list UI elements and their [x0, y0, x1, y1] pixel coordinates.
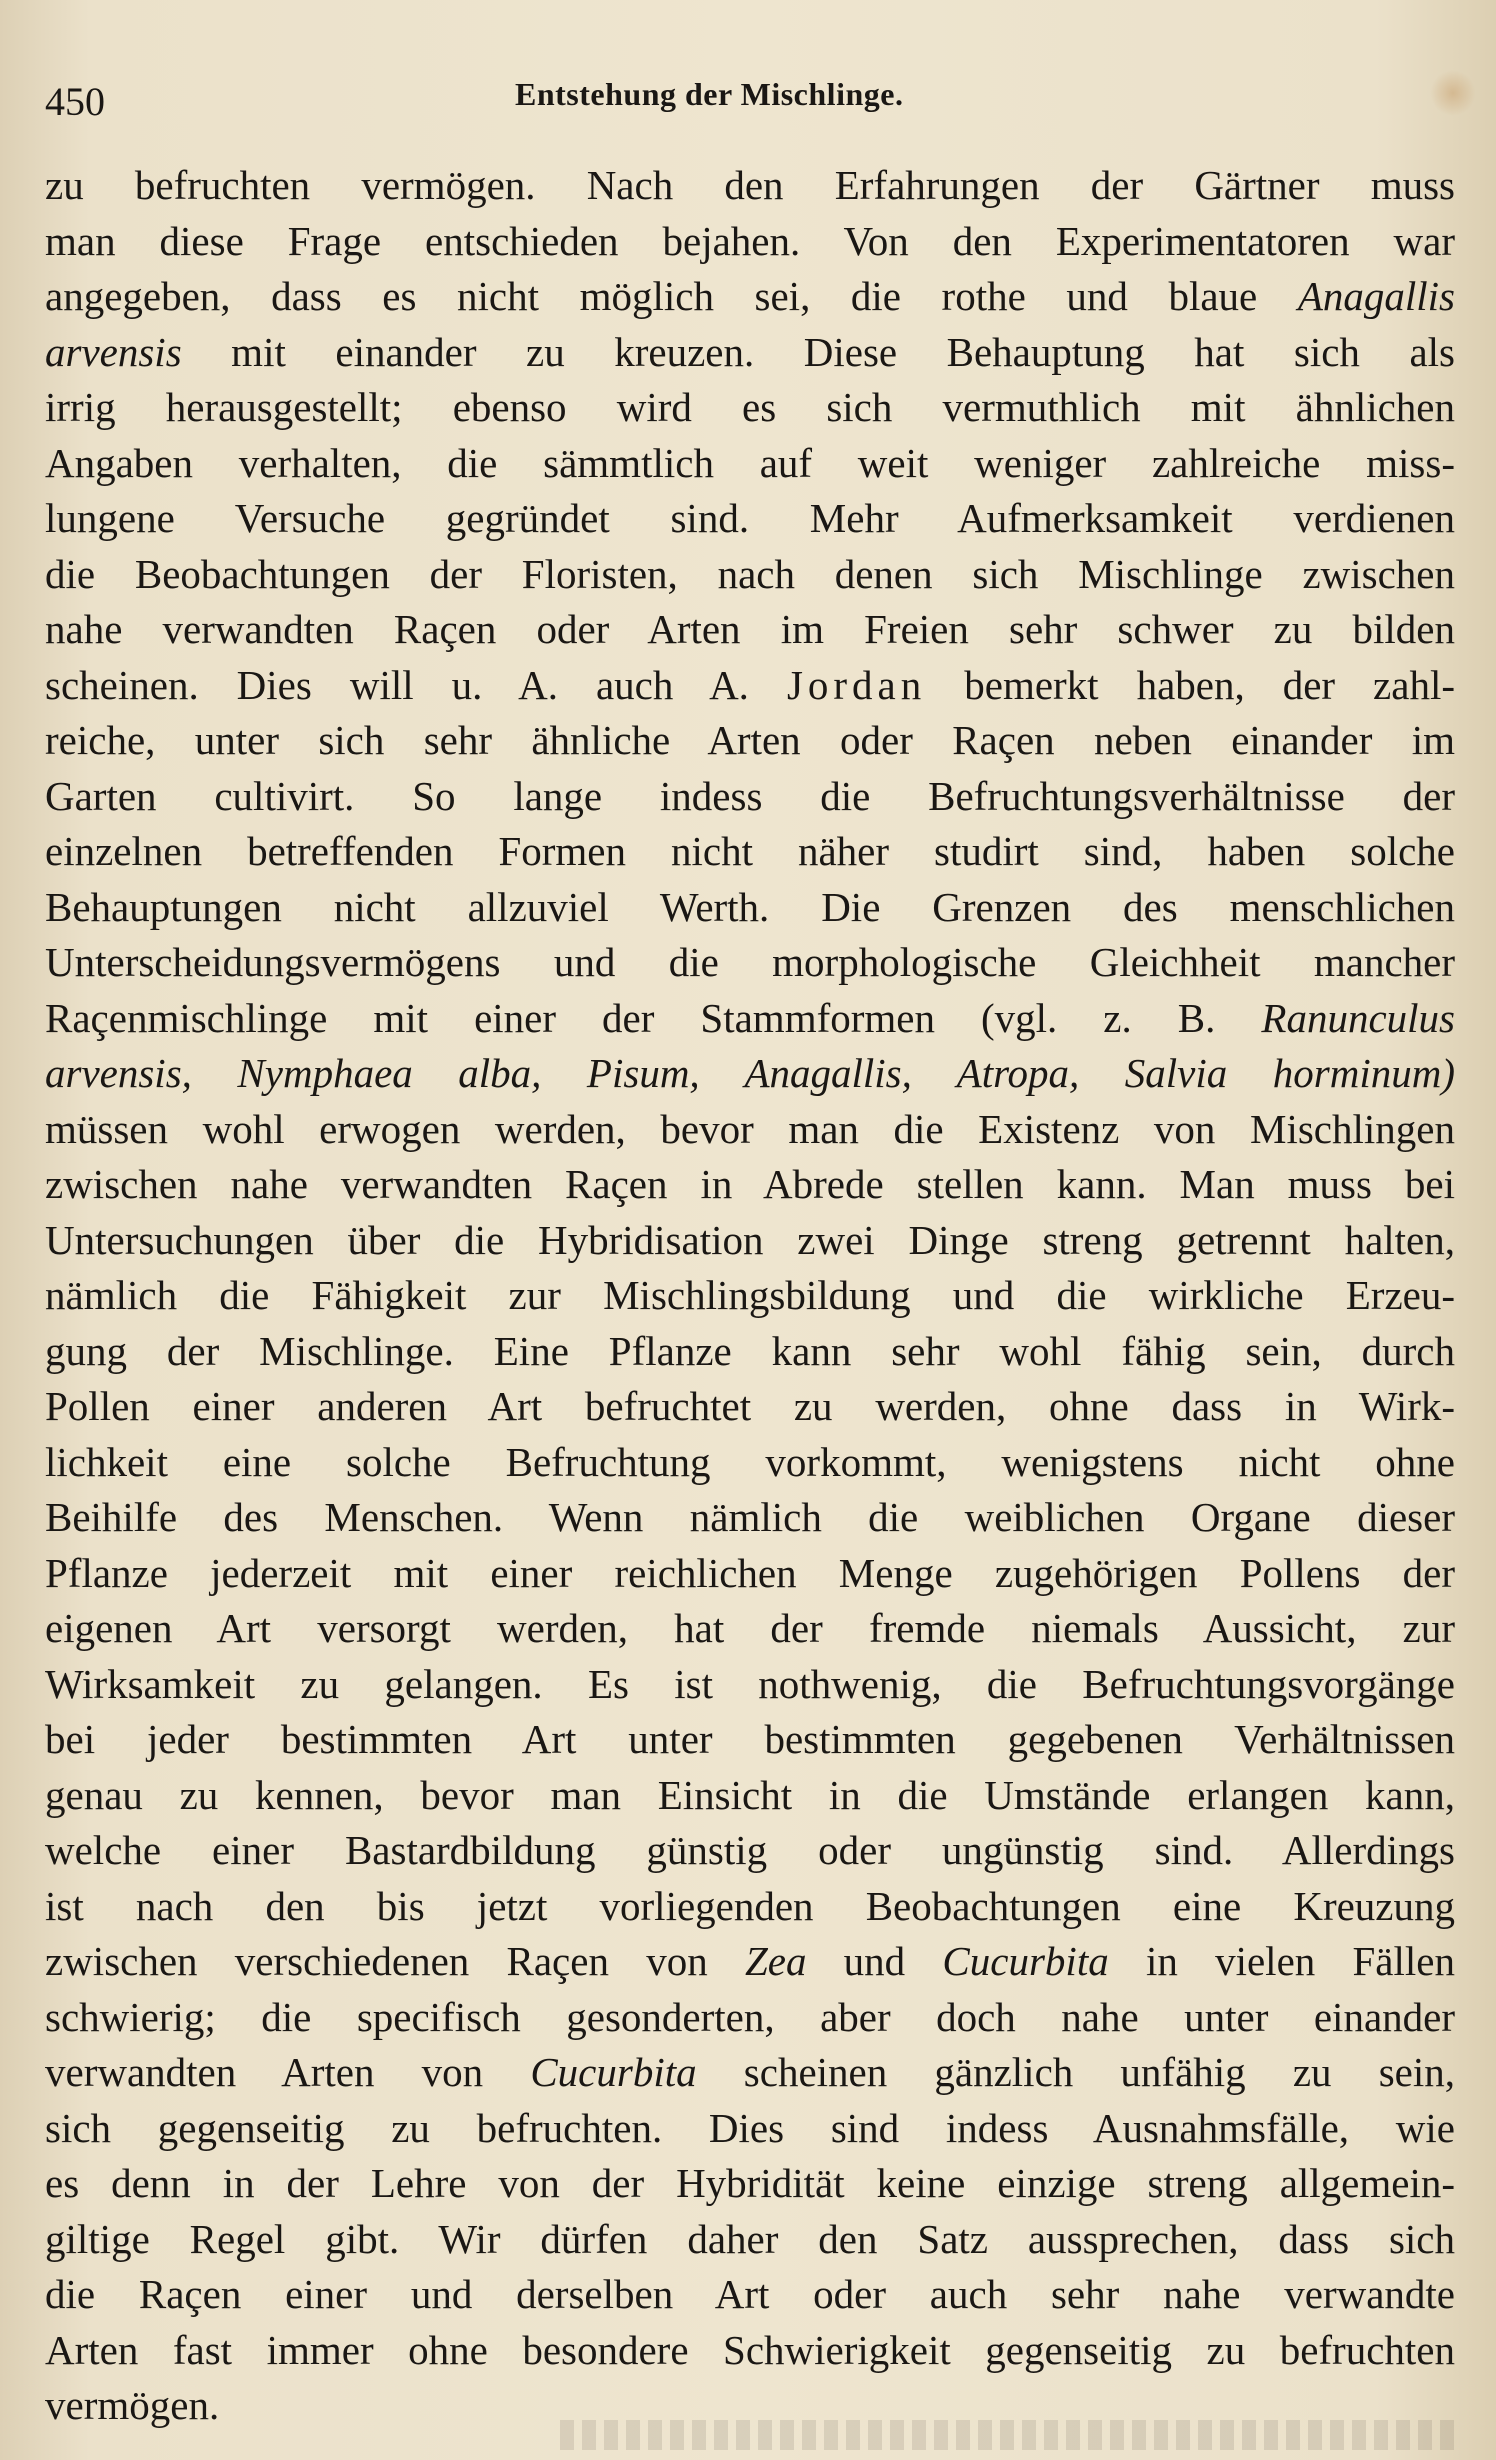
- text-line: [45, 1879, 1455, 1935]
- text-line: [45, 935, 1455, 991]
- text-segment: Garten cultivirt. So lange indess die Befruchtungsverhältnisse der: [45, 772, 1455, 819]
- page-header: [45, 72, 1455, 132]
- text-segment: es denn in der Lehre von der Hybridität keine einzige streng allgemein-: [45, 2160, 1455, 2206]
- text-line: [45, 1102, 1455, 1158]
- text-segment: Beihilfe des Menschen. Wenn nämlich die weiblichen Organe dieser: [45, 1494, 1455, 1540]
- page-number: 450: [45, 79, 105, 124]
- text-segment: zu befruchten vermögen. Nach den Erfahrungen der Gärtner muss: [45, 162, 1455, 208]
- text-segment: bemerkt haben, der zahl-: [926, 661, 1455, 708]
- text-line: [45, 1324, 1455, 1380]
- running-head: Entstehung der Mischlinge.: [515, 76, 904, 112]
- text-segment: giltige Regel gibt. Wir dürfen daher den Satz aussprechen, dass sich: [45, 2215, 1455, 2262]
- bleed-through-text: [560, 2420, 1460, 2450]
- text-line: [45, 824, 1455, 880]
- text-line: [45, 1657, 1455, 1713]
- text-line: [45, 491, 1455, 547]
- text-segment: Behauptungen nicht allzuviel Werth. Die Grenzen des menschlichen: [45, 883, 1455, 930]
- text-line: [45, 1435, 1455, 1491]
- text-line: [45, 658, 1455, 714]
- text-line: [45, 1490, 1455, 1546]
- text-line: [45, 602, 1455, 658]
- text-segment: Untersuchungen über die Hybridisation zwei Dinge streng getrennt halten,: [45, 1216, 1455, 1263]
- text-line: [45, 1712, 1455, 1768]
- text-line: [45, 436, 1455, 492]
- text-segment: gung der Mischlinge. Eine Pflanze kann sehr wohl fähig sein, durch: [45, 1327, 1455, 1374]
- text-segment: bei jeder bestimmten Art unter bestimmten gegebenen Verhältnissen: [45, 1716, 1455, 1762]
- text-segment: mit einander zu kreuzen. Diese Behauptung hat sich als: [181, 328, 1455, 375]
- text-segment: zwischen nahe verwandten Raçen in Abrede stellen kann. Man muss bei: [45, 1161, 1455, 1207]
- text-line: [45, 1768, 1455, 1824]
- text-segment: Pflanze jederzeit mit einer reichlichen Menge zugehörigen Pollens der: [45, 1549, 1455, 1596]
- text-segment: Arten fast immer ohne besondere Schwierigkeit gegenseitig zu befruchten: [45, 2326, 1455, 2373]
- text-line: [45, 158, 1455, 214]
- text-line: [45, 1268, 1455, 1324]
- text-segment: Wirksamkeit zu gelangen. Es ist nothwenig, die Befruchtungsvorgänge: [45, 1660, 1455, 1707]
- text-segment: scheinen. Dies will u. A. auch A.: [45, 661, 787, 708]
- text-line: [45, 1823, 1455, 1879]
- text-line: [45, 1601, 1455, 1657]
- text-segment: genau zu kennen, bevor man Einsicht in die Umstände erlangen kann,: [45, 1771, 1455, 1818]
- text-segment: Pollen einer anderen Art befruchtet zu werden, ohne dass in Wirk-: [45, 1383, 1455, 1429]
- text-line: [45, 713, 1455, 769]
- text-segment: Unterscheidungsvermögens und die morphologische Gleichheit mancher: [45, 939, 1455, 985]
- italic-text-segment: Cucurbita: [530, 2049, 697, 2095]
- text-segment: Raçenmischlinge mit einer der Stammformen (vgl. z. B.: [45, 994, 1262, 1041]
- text-segment: man diese Frage entschieden bejahen. Von den Experimentatoren war: [45, 217, 1455, 264]
- italic-text-segment: Zea: [744, 1938, 807, 1984]
- text-segment: nämlich die Fähigkeit zur Mischlingsbildung und die wirkliche Erzeu-: [45, 1272, 1455, 1318]
- text-segment: verwandten Arten von: [45, 2049, 531, 2095]
- text-line: [45, 2323, 1455, 2379]
- italic-text-segment: arvensis: [45, 328, 182, 375]
- text-segment: schwierig; die specifisch gesonderten, aber doch nahe unter einander: [45, 1993, 1455, 2040]
- text-line: [45, 2212, 1455, 2268]
- text-line: [45, 325, 1455, 381]
- italic-text-segment: Anagallis: [1297, 273, 1455, 319]
- text-segment: müssen wohl erwogen werden, bevor man die Existenz von Mischlingen: [45, 1105, 1455, 1152]
- text-segment: zwischen verschiedenen Raçen von: [45, 1938, 745, 1984]
- text-segment: irrig herausgestellt; ebenso wird es sich vermuthlich mit ähnlichen: [45, 384, 1455, 430]
- text-line: [45, 1213, 1455, 1269]
- text-segment: Angaben verhalten, die sämmtlich auf weit weniger zahlreiche miss-: [45, 439, 1455, 486]
- text-segment: und: [806, 1938, 943, 1984]
- text-segment: ist nach den bis jetzt vorliegenden Beobachtungen eine Kreuzung: [45, 1882, 1455, 1929]
- italic-text-segment: Ranunculus: [1261, 994, 1455, 1041]
- body-paragraph: [45, 158, 1455, 2434]
- text-segment: die Raçen einer und derselben Art oder auch sehr nahe verwandte: [45, 2271, 1455, 2317]
- text-line: [45, 2267, 1455, 2323]
- text-segment: vermögen.: [45, 2382, 220, 2428]
- text-line: [45, 991, 1455, 1047]
- text-segment: lungene Versuche gegründet sind. Mehr Aufmerksamkeit verdienen: [45, 495, 1455, 541]
- text-segment: lichkeit eine solche Befruchtung vorkommt, wenigstens nicht ohne: [45, 1438, 1455, 1485]
- text-line: [45, 880, 1455, 936]
- text-line: [45, 269, 1455, 325]
- text-line: [45, 380, 1455, 436]
- text-line: [45, 214, 1455, 270]
- text-segment: scheinen gänzlich unfähig zu sein,: [696, 2049, 1455, 2095]
- text-line: [45, 1990, 1455, 2046]
- text-line: [45, 1546, 1455, 1602]
- spaced-name-segment: Jordan: [786, 661, 927, 708]
- text-segment: in vielen Fällen: [1108, 1938, 1455, 1984]
- text-line: [45, 2156, 1455, 2212]
- text-segment: die Beobachtungen der Floristen, nach denen sich Mischlinge zwischen: [45, 550, 1455, 597]
- italic-text-segment: Cucurbita: [942, 1938, 1109, 1984]
- text-segment: angegeben, dass es nicht möglich sei, die rothe und blaue: [45, 273, 1298, 319]
- text-segment: reiche, unter sich sehr ähnliche Arten oder Raçen neben einander im: [45, 717, 1455, 763]
- text-line: [45, 1934, 1455, 1990]
- text-line: [45, 2045, 1455, 2101]
- text-segment: einzelnen betreffenden Formen nicht näher studirt sind, haben solche: [45, 828, 1455, 874]
- text-segment: nahe verwandten Raçen oder Arten im Freien sehr schwer zu bilden: [45, 606, 1455, 652]
- text-line: [45, 2101, 1455, 2157]
- text-segment: eigenen Art versorgt werden, hat der fremde niemals Aussicht, zur: [45, 1605, 1455, 1651]
- text-line: [45, 1046, 1455, 1102]
- text-line: [45, 769, 1455, 825]
- text-line: [45, 1379, 1455, 1435]
- text-line: [45, 547, 1455, 603]
- text-line: [45, 1157, 1455, 1213]
- italic-text-segment: arvensis, Nymphaea alba, Pisum, Anagallis, Atropa, Salvia horminum): [45, 1050, 1455, 1096]
- text-segment: sich gegenseitig zu befruchten. Dies sind indess Ausnahmsfälle, wie: [45, 2104, 1455, 2151]
- text-segment: welche einer Bastardbildung günstig oder ungünstig sind. Allerdings: [45, 1827, 1455, 1873]
